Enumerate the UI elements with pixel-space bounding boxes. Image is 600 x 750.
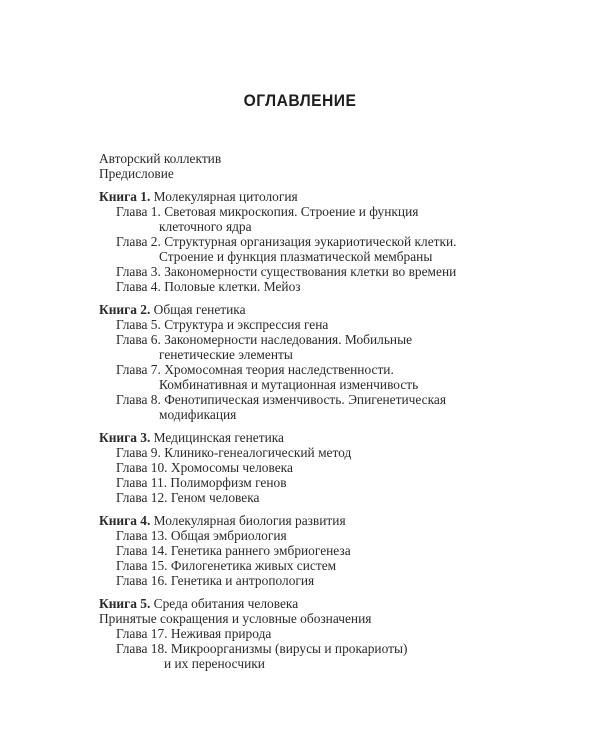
chapter-13[interactable] [99, 528, 529, 543]
chapter-number: Глава 15. [116, 558, 168, 573]
front-matter-authors[interactable]: Авторский коллектив [99, 151, 222, 166]
chapter-10[interactable] [99, 460, 529, 475]
chapter-number: Глава 7. [116, 362, 161, 377]
chapter-17[interactable] [99, 626, 529, 641]
chapter-7[interactable] [99, 362, 529, 377]
chapter-number: Глава 6. [116, 332, 161, 347]
chapter-title: Закономерности существования клетки во времени [164, 264, 457, 279]
chapter-18-continued[interactable]: и их переносчики [164, 656, 265, 671]
chapter-title: Полиморфизм генов [170, 475, 287, 490]
chapter-title: Генетика раннего эмбриогенеза [170, 543, 351, 558]
book-1-heading[interactable] [99, 189, 529, 204]
chapter-title: Геном человека [170, 490, 260, 505]
chapter-2-continued[interactable]: Строение и функция плазматической мембраны [159, 249, 433, 264]
chapter-title: Общая эмбриология [170, 528, 287, 543]
chapter-16[interactable] [99, 573, 529, 588]
chapter-7-continued[interactable]: Комбинативная и мутационная изменчивость [159, 377, 419, 392]
book-2-heading[interactable] [99, 302, 529, 317]
book-name: Медицинская генетика [153, 430, 284, 445]
chapter-4[interactable] [99, 279, 529, 294]
abbreviations-section[interactable]: Принятые сокращения и условные обозначения [99, 611, 372, 626]
chapter-title: Генетика и антропология [170, 573, 315, 588]
chapter-number: Глава 10. [116, 460, 168, 475]
chapter-12[interactable] [99, 490, 529, 505]
chapter-title: Световая микроскопия. Строение и функция [164, 204, 419, 219]
book-name: Среда обитания человека [153, 596, 299, 611]
chapter-number: Глава 16. [116, 573, 168, 588]
chapter-number: Глава 14. [116, 543, 168, 558]
chapter-number: Глава 4. [116, 279, 161, 294]
book-label: Книга 5. [99, 596, 151, 611]
table-of-contents [99, 151, 529, 671]
book-4-heading[interactable] [99, 513, 529, 528]
chapter-3[interactable] [99, 264, 529, 279]
chapter-number: Глава 11. [116, 475, 168, 490]
book-name: Молекулярная биология развития [153, 513, 346, 528]
chapter-1[interactable] [99, 204, 529, 219]
page-title: ОГЛАВЛЕНИЕ [243, 91, 357, 110]
book-label: Книга 2. [99, 302, 151, 317]
chapter-6[interactable] [99, 332, 529, 347]
chapter-8-continued[interactable]: модификация [159, 407, 237, 422]
book-3-heading[interactable] [99, 430, 529, 445]
chapter-6-continued[interactable]: генетические элементы [159, 347, 293, 362]
chapter-2[interactable] [99, 234, 529, 249]
chapter-14[interactable] [99, 543, 529, 558]
book-label: Книга 3. [99, 430, 151, 445]
chapter-number: Глава 8. [116, 392, 161, 407]
chapter-title: Фенотипическая изменчивость. Эпигенетическая [164, 392, 446, 407]
chapter-title: Хромосомная теория наследственности. [164, 362, 394, 377]
chapter-1-continued[interactable]: клеточного ядра [159, 219, 252, 234]
chapter-number: Глава 12. [116, 490, 168, 505]
chapter-title: Структура и экспрессия гена [164, 317, 329, 332]
chapter-15[interactable] [99, 558, 529, 573]
chapter-11[interactable] [99, 475, 529, 490]
chapter-5[interactable] [99, 317, 529, 332]
chapter-title: Неживая природа [170, 626, 272, 641]
chapter-title: Хромосомы человека [170, 460, 293, 475]
chapter-title: Половые клетки. Мейоз [164, 279, 301, 294]
chapter-number: Глава 5. [116, 317, 161, 332]
chapter-title: Клинико-генеалогический метод [164, 445, 352, 460]
book-5-heading[interactable] [99, 596, 529, 611]
chapter-title: Филогенетика живых систем [170, 558, 337, 573]
chapter-number: Глава 18. [116, 641, 168, 656]
chapter-number: Глава 1. [116, 204, 161, 219]
chapter-number: Глава 13. [116, 528, 168, 543]
book-name: Общая генетика [153, 302, 246, 317]
book-name: Молекулярная цитология [153, 189, 298, 204]
chapter-title: Закономерности наследования. Мобильные [164, 332, 413, 347]
chapter-18[interactable] [99, 641, 529, 656]
chapter-9[interactable] [99, 445, 529, 460]
book-label: Книга 4. [99, 513, 151, 528]
chapter-number: Глава 3. [116, 264, 161, 279]
chapter-number: Глава 17. [116, 626, 168, 641]
book-label: Книга 1. [99, 189, 151, 204]
chapter-8[interactable] [99, 392, 529, 407]
chapter-number: Глава 9. [116, 445, 161, 460]
front-matter-preface[interactable]: Предисловие [99, 166, 174, 181]
chapter-title: Микроорганизмы (вирусы и прокариоты) [170, 641, 408, 656]
chapter-title: Структурная организация эукариотической клетки. [164, 234, 457, 249]
chapter-number: Глава 2. [116, 234, 161, 249]
